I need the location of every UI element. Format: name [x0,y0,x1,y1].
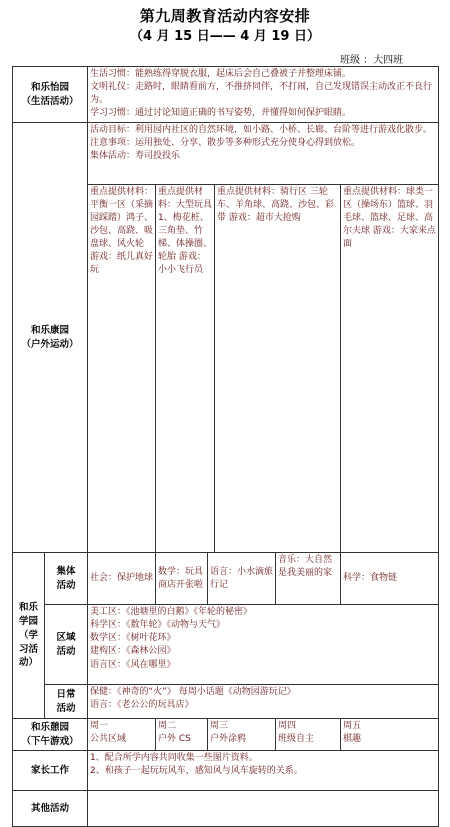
life-line: 文明礼仪：走路时，眼睛看前方，不推挤同伴，不打闹，自己发现错误主动改正不良行为。 [90,82,433,106]
game-day-cell [276,719,341,751]
outdoor-station: 重点提供材料：平衡一区（采摘园踩踏）鸿子、沙包、高跷、吸盘球、风火轮 游戏：纸儿真好玩 [88,185,156,553]
daily-label-line-2: 活动 [56,702,76,714]
games-label-cell [13,719,88,751]
area-line: 建构区：《森林公园》 [90,646,176,657]
life-row [13,67,439,123]
learning-label-line-1: 和乐 [18,602,38,614]
outdoor-line: 集体活动：寿司投投乐 [90,151,181,162]
game-day: 周三 [210,721,229,732]
group-activity: 音乐：大自然是我美丽的家 [276,553,341,605]
learning-label-line-3: （学 [18,629,38,641]
daily-activity-cell [88,685,439,719]
area-line: 语言区：《风在哪里》 [90,659,176,670]
outdoor-line: 注意事项：运用独处、分享、散步等多种形式充分使身心得到放松。 [90,138,361,149]
games-label-line-1: 和乐憩园 [31,722,70,734]
area-line: 科学区：《数年轮》《动物与天气》 [90,620,226,631]
learning-group-row [13,553,439,605]
learning-daily-row [13,685,439,719]
daily-activity-label-cell [45,685,88,719]
game-day-cell [208,719,276,751]
parents-content-cell [88,751,439,791]
learning-label-cell [13,553,45,719]
other-row [13,791,439,827]
class-label: 班级 ：大四班 [340,55,404,66]
outdoor-content-cell [88,123,439,185]
other-label-cell: 其他活动 [13,791,88,827]
group-activity: 语言：小水滴旅行记 [208,553,276,605]
daily-label-line-1: 日常 [56,689,76,701]
outdoor-station: 重点提供材料：大型玩具 1、梅花桩、三角垫、竹梯、体操圈、轮胎 游戏：小小飞行员 [156,185,215,553]
game-day: 周四 [278,721,297,732]
outdoor-label-line-1: 和乐康园 [31,324,70,336]
area-activity-cell [88,605,439,685]
learning-label-line-4: 习活 [18,643,38,655]
group-activity: 科学：食物链 [341,553,439,605]
parents-label-cell: 家长工作 [13,751,88,791]
group-activity: 社会：保护地球 [88,553,156,605]
game-activity: 公共区域 [90,734,127,745]
learning-label-line-2: 学园 [18,616,38,628]
date-range: （4 月 15 日—— 4 月 19 日） [130,29,320,44]
area-activity-label-cell [45,605,88,685]
life-line: 学习习惯：通过讨论知道正确的书写姿势，并懂得如何保护眼睛。 [90,108,352,119]
game-day-cell [341,719,439,751]
games-label-line-2: （下午游戏） [21,735,79,747]
life-label-line-1: 和乐怡园 [31,81,70,93]
game-activity: 班级自主 [278,734,315,745]
life-content-cell [88,67,439,123]
daily-line: 语言：《老公公的玩具店》 [90,700,194,711]
game-activity: 棋趣 [343,734,362,745]
area-line: 美工区：《池塘里的白鹅》《年轮的秘密》 [90,607,253,618]
outdoor-station: 重点提供材料：骑行区 三轮车、羊角球、高跷、沙包、彩带 游戏：超市大抢购 [215,185,341,553]
schedule-table [12,66,439,827]
game-activity: 户外涂鸦 [210,734,247,745]
game-day-cell [88,719,156,751]
daily-line: 保健：《神奇的“火”》 每周小话题《动物园游玩记》 [90,687,296,698]
parents-line: 2、和孩子一起玩玩风车，感知风与风车旋转的关系。 [90,766,303,777]
outdoor-label-cell [13,123,88,553]
game-day: 周一 [90,721,109,732]
learning-area-row [13,605,439,685]
life-label-line-2: （生活活动） [21,95,79,107]
game-day-cell [156,719,208,751]
parents-row [13,751,439,791]
group-label-line-2: 活动 [56,579,76,591]
learning-label-line-5: 动） [18,657,38,669]
outdoor-label-line-2: （户外运动） [21,338,79,350]
game-day: 周五 [343,721,362,732]
life-label-cell [13,67,88,123]
outdoor-station: 重点提供材料：球类一区（操场东）篮球、羽毛球、篮球、足球、高尔夫球 游戏：大家来点面 [341,185,439,553]
outdoor-row [13,123,439,185]
parents-line: 1、配合所学内容共同收集一些图片资料。 [90,753,258,764]
page-title: 第九周教育活动内容安排 [139,7,311,25]
life-line: 生活习惯：能熟练得穿脱衣服，起床后会自己叠被子并整理床铺。 [90,69,352,79]
game-day: 周二 [158,721,177,732]
area-line: 数学区：《树叶花环》 [90,633,176,644]
game-activity: 户外 CS [158,734,191,745]
area-label-line-2: 活动 [56,645,76,657]
other-content-cell [88,791,439,827]
area-label-line-1: 区域 [56,632,76,644]
games-row [13,719,439,751]
group-activity-label-cell [45,553,88,605]
group-activity: 数学：玩具商店开张啦 [156,553,208,605]
group-label-line-1: 集体 [56,566,76,578]
outdoor-line: 活动目标：利用园内社区的自然环境，如小路、小桥、长廊、台阶等进行游戏化散步。 [90,125,433,135]
